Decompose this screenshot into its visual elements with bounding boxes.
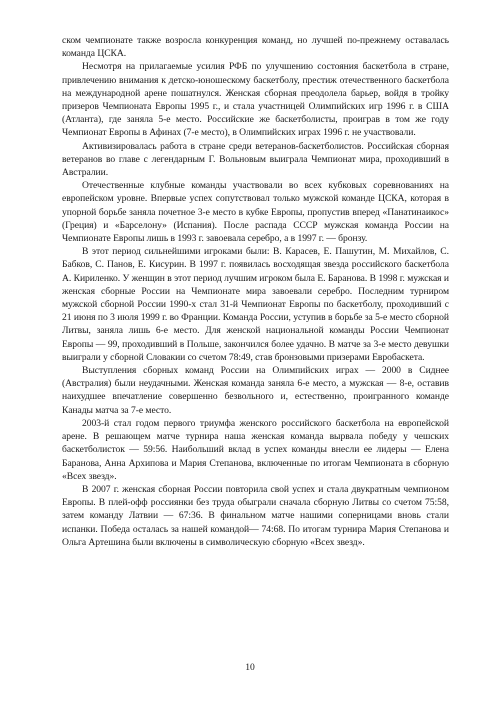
paragraph-7: 2003-й стал годом первого триумфа женского российского баскетбола на европейской арене. В решающем матче турнира наша женская команда вырвала победу у чешских баскетболисток — 59:56. Наибольший вклад в успех команды внесли ее лидеры — Елена Баранова, Анна Архипова и Мария Степанова, включенные по итогам Чемпионата в сборную «Всех звезд». — [62, 417, 449, 482]
paragraph-4: Отечественные клубные команды участвовали во всех кубковых соревнованиях на европейском уровне. Впервые успех сопутствовал только мужской команде ЦСКА, которая в упорной борьбе заняла почетное 3-е место в кубке Европы, пропустив вперед «Панатинаикос» (Греция) и «Барселону» (Испания). После распада СССР мужская команда России на Чемпионате Европы лишь в 1993 г. завоевала серебро, а в 1997 г. — бронзу. — [62, 180, 449, 245]
body-text — [62, 34, 449, 549]
paragraph-6: Выступления сборных команд России на Олимпийских играх — 2000 в Сиднее (Австралия) были неудачными. Женская команда заняла 6-е место, а мужская — 8-е, оставив наихудшее впечатление совершенно безвольного и, естественно, проигранного команде Канады матча за 7-е место. — [62, 365, 449, 416]
paragraph-5: В этот период сильнейшими игроками были: В. Карасев, Е. Пашутин, М. Михайлов, С. Бабков, С. Панов, Е. Кисурин. В 1997 г. появилась восходящая звезда российского баскетбола А. Кириленко. У женщин в этот период лучшим игроком была Е. Баранова. В 1998 г. мужская и женская сборные России на Чемпионате мира завоевали серебро. Последним турниром мужской сборной России 1990-х стал 31-й Чемпионат Европы по баскетболу, проходивший с 21 июня по 3 июля 1999 г. во Франции. Команда России, уступив в борьбе за 5-е место сборной Литвы, заняла лишь 6-е место. Для женской национальной команды России Чемпионат Европы — 99, проходивший в Польше, закончился более удачно. В матче за 3-е место девушки выиграли у сборной Словакии со счетом 78:49, став бронзовыми призерами Евробаскета. — [62, 246, 449, 363]
paragraph-1: ском чемпионате также возросла конкуренция команд, но лучшей по-прежнему оставалась команда ЦСКА. — [62, 35, 449, 60]
paragraph-3: Активизировалась работа в стране среди ветеранов-баскетболистов. Российская сборная ветеранов во главе с легендарным Г. Вольновым выиграла Чемпионат мира, проходивший в Австралии. — [62, 140, 449, 179]
paragraph-8: В 2007 г. женская сборная России повторила свой успех и стала двукратным чемпионом Европы. В плей-офф россиянки без труда обыграли сначала сборную Литвы со счетом 75:58, затем команду Латвии — 67:36. В финальном матче нашими соперницами вновь стали испанки. Победа осталась за нашей командой— 74:68. По итогам турнира Мария Степанова и Ольга Артешина были включены в символическую сборную «Всех звезд». — [62, 483, 449, 548]
paragraph-2: Несмотря на прилагаемые усилия РФБ по улучшению состояния баскетбола в стране, привлечению внимания к детско-юношескому баскетболу, престиж отечественного баскетбола на международной арене пошатнулся. Женская сборная преодолела барьер, войдя в тройку призеров Чемпионата Европы 1995 г., и стала участницей Олимпийских игр 1996 г. в США (Атланта), где заняла 5-е место. Российские же баскетболисты, проиграв в том же году Чемпионат Европы в Афинах (7-е место), в Олимпийских играх 1996 г. не участвовали. — [62, 61, 449, 139]
page-number: 10 — [245, 662, 255, 673]
